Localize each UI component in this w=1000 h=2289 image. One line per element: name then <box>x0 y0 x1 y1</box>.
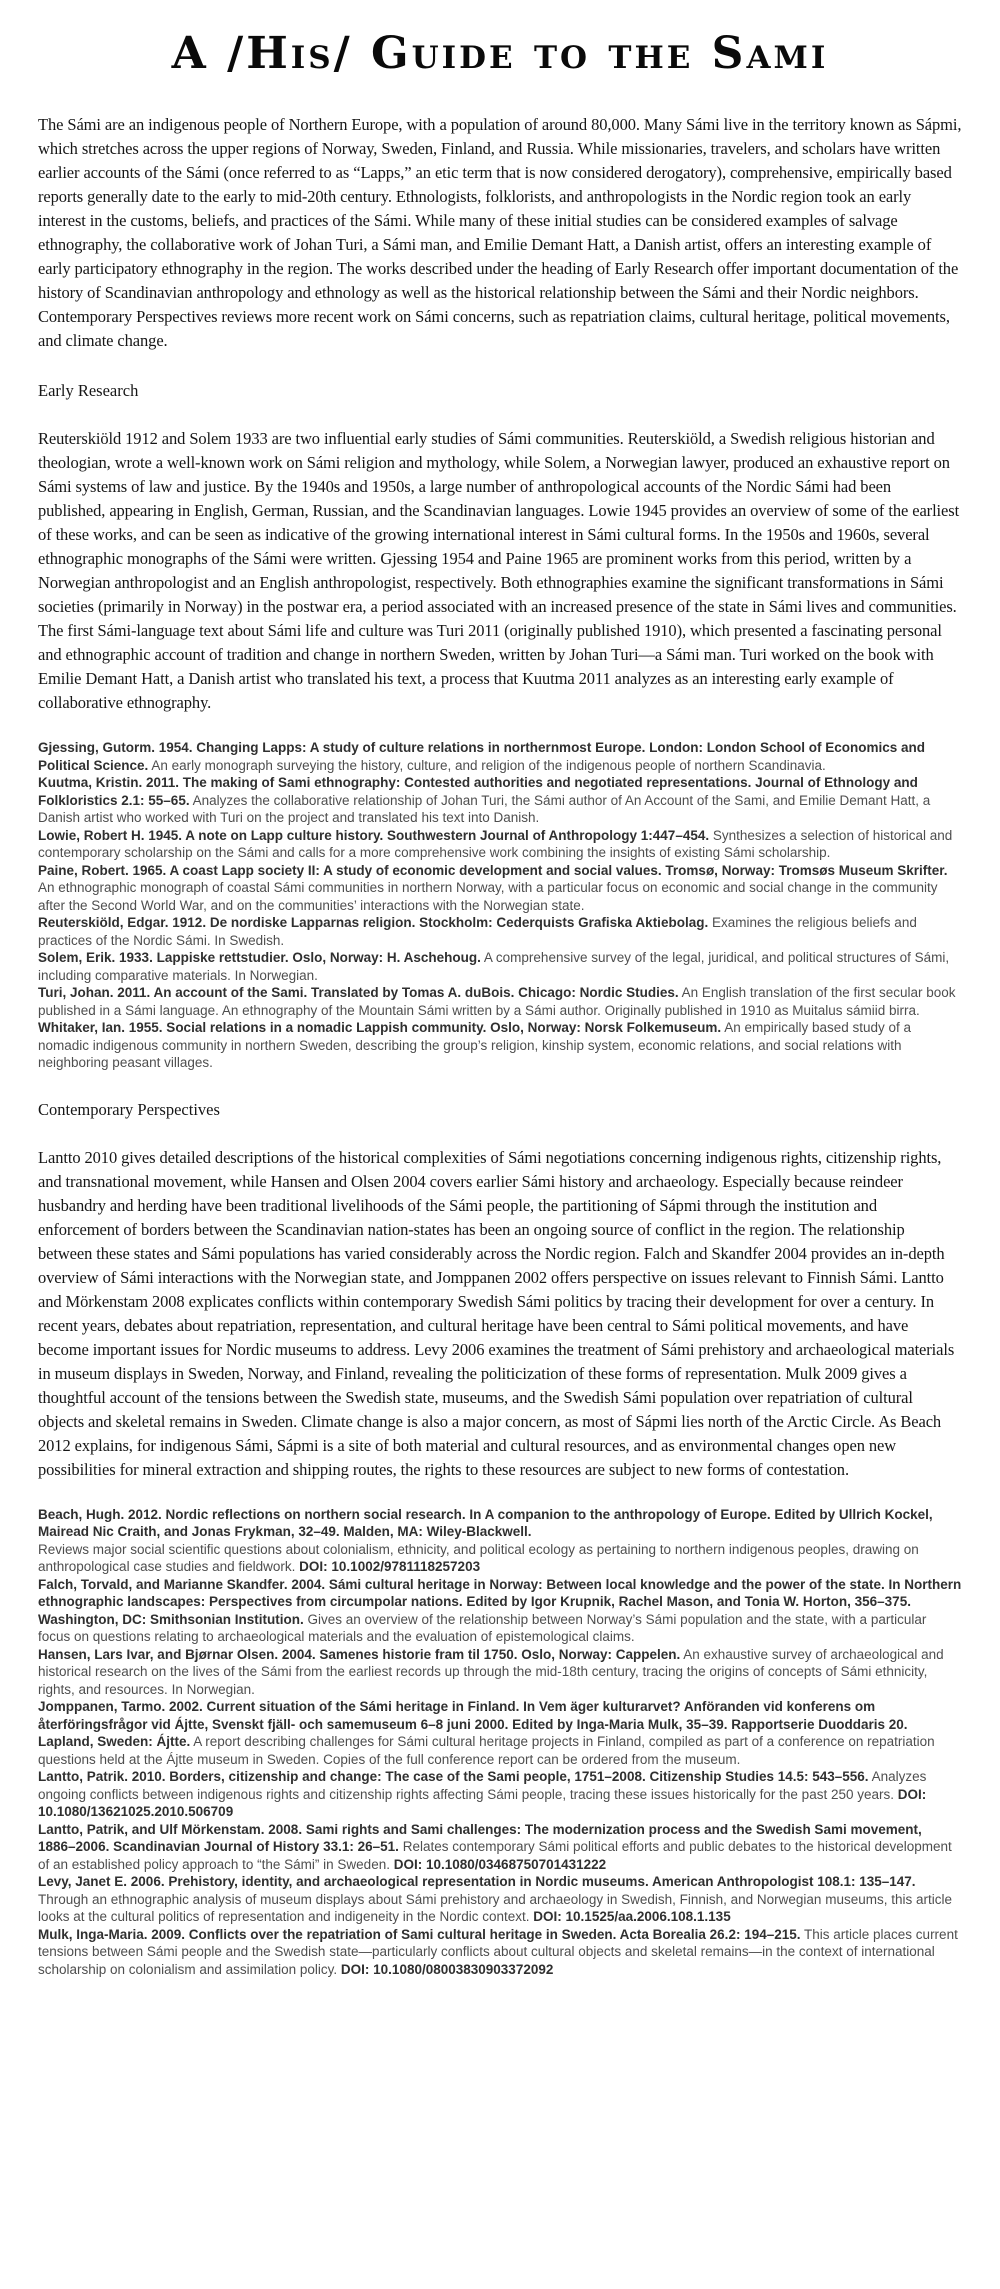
bibliography-entry <box>38 1873 962 1926</box>
contemporary-perspectives-paragraph: Lantto 2010 gives detailed descriptions of the historical complexities of Sámi negotiations concerning indigenous rights, citizenship rights, and transnational movement, while Hansen and Olsen 2004 covers earlier Sámi history and archaeology. Especially because reindeer husbandry and herding have been traditional livelihoods of the Sámi people, the partitioning of Sápmi through the institution and enforcement of borders between the Scandinavian nation-states has been an ongoing source of conflict in the region. The relationship between these states and Sámi populations has varied considerably across the Nordic region. Falch and Skandfer 2004 provides an in-depth overview of Sámi interactions with the Norwegian state, and Jomppanen 2002 offers perspective on issues relevant to Finnish Sámi. Lantto and Mörkenstam 2008 explicates conflicts within contemporary Swedish Sámi politics by tracing their development for over a century. In recent years, debates about repatriation, representation, and cultural heritage have been central to Sámi political movements, and have become important issues for Nordic museums to address. Levy 2006 examines the treatment of Sámi prehistory and archaeological materials in museum displays in Sweden, Norway, and Finland, revealing the politicization of these forms of representation. Mulk 2009 gives a thoughtful account of the tensions between the Swedish state, museums, and the Swedish Sámi population over repatriation of cultural objects and skeletal remains in Sweden. Climate change is also a major concern, as most of Sápmi lies north of the Arctic Circle. As Beach 2012 explains, for indigenous Sámi, Sápmi is a site of both material and cultural resources, and as environmental changes open new possibilities for mineral extraction and shipping routes, the rights to these resources are subject to new forms of contestation. <box>38 1147 955 1479</box>
page-title: A /His/ Guide to the Sami <box>171 28 829 79</box>
early-research-paragraph: Reuterskiöld 1912 and Solem 1933 are two influential early studies of Sámi communities. Reuterskiöld, a Swedish religious historian and theologian, wrote a well-known work on Sámi religion and mythology, while Solem, a Norwegian lawyer, produced an exhaustive report on Sámi systems of law and justice. By the 1940s and 1950s, a large number of anthropological accounts of the Nordic Sámi had been published, appearing in English, German, Russian, and the Scandinavian languages. Lowie 1945 provides an overview of some of the earliest of these works, and can be seen as indicative of the growing international interest in Sámi cultural forms. In the 1950s and 1960s, several ethnographic monographs of the Sámi were written. Gjessing 1954 and Paine 1965 are prominent works from this period, written by a Norwegian anthropologist and an English anthropologist, respectively. Both ethnographies examine the significant transformations in Sámi societies (primarily in Norway) in the postwar era, a period associated with an increased presence of the state in Sámi lives and communities. The first Sámi-language text about Sámi life and culture was Turi 2011 (originally published 1910), which presented a fascinating personal and ethnographic account of tradition and change in northern Sweden, written by Johan Turi—a Sámi man. Turi worked on the book with Emilie Demant Hatt, a Danish artist who translated his text, a process that Kuutma 2011 analyzes as an interesting early example of collaborative ethnography. <box>38 429 960 712</box>
annotation-text: A report describing challenges for Sámi cultural heritage projects in Finland, compiled as part of a conference on repatriation questions held at the Ájtte museum in Sweden. Copies of the full conference report can be ordered from the museum. <box>38 1734 935 1767</box>
bibliography-entry <box>38 1926 962 1979</box>
doi-text: DOI: 10.1080/03468750701431222 <box>393 1856 607 1872</box>
bibliography-entry <box>38 739 962 774</box>
doi-text: DOI: 10.1080/08003830903372092 <box>340 1961 554 1977</box>
annotation-text: A comprehensive survey of the legal, juridical, and political structures of Sámi, including comparative materials. In Norwegian. <box>38 950 950 983</box>
citation-text: Paine, Robert. 1965. A coast Lapp society II: A study of economic development and social values. Tromsø, Norway: Tromsøs Museum Skrifter. <box>38 862 948 878</box>
bibliography-entry <box>38 1646 962 1699</box>
annotation-text: An empirically based study of a nomadic indigenous community in northern Sweden, describing the group’s religion, kinship system, economic relations, and social relations with neighboring peasant villages. <box>38 1020 912 1070</box>
bibliography-entry <box>38 984 962 1019</box>
bibliography-entry <box>38 862 962 915</box>
annotation-text: Relates contemporary Sámi political efforts and public debates to the historical development of an established policy approach to “the Sámi” in Sweden. <box>38 1839 952 1872</box>
citation-text: Solem, Erik. 1933. Lappiske rettstudier. Oslo, Norway: H. Aschehoug. <box>38 950 481 965</box>
annotation-text: An English translation of the first secular book published in a Sámi language. An ethnography of the Mountain Sámi written by a Sámi author. Originally published in 1910 as Muitalus sámiid birra. <box>38 985 956 1018</box>
annotation-text: An ethnographic monograph of coastal Sámi communities in northern Norway, with a particular focus on economic and social change in the community after the Second World War, and on the communities’ interactions with the Norwegian state. <box>38 880 938 913</box>
citation-text: Turi, Johan. 2011. An account of the Sami. Translated by Tomas A. duBois. Chicago: Nordic Studies. <box>38 985 679 1000</box>
bibliography-list-early-research <box>38 739 962 1072</box>
bibliography-entry <box>38 1506 962 1576</box>
bibliography-entry <box>38 827 962 862</box>
citation-text: Hansen, Lars Ivar, and Bjørnar Olsen. 2004. Samenes historie fram til 1750. Oslo, Norway: Cappelen. <box>38 1646 681 1662</box>
annotation-text: Gives an overview of the relationship between Norway’s Sámi population and the state, with a particular focus on questions relating to archaeological materials and the evaluation of epistemological claims. <box>38 1611 927 1644</box>
annotation-text: Reviews major social scientific questions about colonialism, ethnicity, and political ecology as pertaining to northern indigenous peoples, drawing on anthropological case studies and fieldwork. <box>38 1541 919 1574</box>
bibliography-list-contemporary-perspectives <box>38 1506 962 1979</box>
citation-text: Lantto, Patrik, and Ulf Mörkenstam. 2008. Sami rights and Sami challenges: The modernization process and the Swedish Sami movement, 1886–2006. Scandinavian Journal of History 33.1: 26–51. <box>38 1821 922 1854</box>
bibliography-entry <box>38 1576 962 1646</box>
annotation-text: Through an ethnographic analysis of museum displays about Sámi prehistory and archaeology in Swedish, Finnish, and Norwegian museums, this article looks at the cultural politics of representation and indigeneity in the Nordic context. <box>38 1891 952 1924</box>
bibliography-entry <box>38 1768 962 1821</box>
section-heading-early-research: Early Research <box>38 381 139 400</box>
citation-text: Kuutma, Kristin. 2011. The making of Sami ethnography: Contested authorities and negotiated representations. Journal of Ethnology and Folkloristics 2.1: 55–65. <box>38 775 918 808</box>
bibliography-entry <box>38 774 962 827</box>
citation-text: Falch, Torvald, and Marianne Skandfer. 2004. Sámi cultural heritage in Norway: Between local knowledge and the power of the state. In Northern ethnographic landscapes: Perspectives from circumpolar nations. Edited by Igor Krupnik, Rachel Mason, and Tonia W. Horton, 356–375. Washington, DC: Smithsonian Institution. <box>38 1576 962 1627</box>
citation-text: Beach, Hugh. 2012. Nordic reflections on northern social research. In A companion to the anthropology of Europe. Edited by Ullrich Kockel, Mairead Nic Craith, and Jonas Frykman, 32–49. Malden, MA: Wiley-Blackwell. <box>38 1506 933 1539</box>
citation-text: Lantto, Patrik. 2010. Borders, citizenship and change: The case of the Sami people, 1751–2008. Citizenship Studies 14.5: 543–556. <box>38 1769 869 1784</box>
bibliography-entry <box>38 1698 962 1768</box>
annotation-text: An early monograph surveying the history, culture, and religion of the indigenous people of northern Scandinavia. <box>151 757 826 773</box>
doi-text: DOI: 10.1002/9781118257203 <box>299 1559 481 1574</box>
annotation-text: Analyzes the collaborative relationship of Johan Turi, the Sámi author of An Account of the Sami, and Emilie Demant Hatt, a Danish artist who worked with Turi on the project and translated his text into Danish. <box>38 792 931 825</box>
annotation-text: Synthesizes a selection of historical and contemporary scholarship on the Sámi and calls for a more comprehensive work combining the insights of existing Sámi scholarship. <box>38 827 953 860</box>
doi-text: DOI: 10.1080/13621025.2010.506709 <box>38 1786 927 1819</box>
citation-text: Gjessing, Gutorm. 1954. Changing Lapps: A study of culture relations in northernmost Europe. London: London School of Economics and Political Science. <box>38 740 926 773</box>
bibliography-entry <box>38 1821 962 1874</box>
annotation-text: Analyzes ongoing conflicts between indigenous rights and citizenship rights affecting Sámi people, tracing these issues historically for the past 250 years. <box>38 1769 927 1802</box>
bibliography-entry <box>38 914 962 949</box>
doi-text: DOI: 10.1525/aa.2006.108.1.135 <box>533 1909 731 1924</box>
section-heading-contemporary-perspectives: Contemporary Perspectives <box>38 1099 220 1119</box>
intro-paragraph: The Sámi are an indigenous people of Northern Europe, with a population of around 80,000. Many Sámi live in the territory known as Sápmi, which stretches across the upper regions of Norway, Sweden, Finland, and Russia. While missionaries, travelers, and scholars have written earlier accounts of the Sámi (once referred to as “Lapps,” an etic term that is now considered derogatory), comprehensive, empirically based reports generally date to the early to mid-20th century. Ethnologists, folklorists, and anthropologists in the Nordic region took an early interest in the customs, beliefs, and practices of the Sámi. While many of these initial studies can be considered examples of salvage ethnography, the collaborative work of Johan Turi, a Sámi man, and Emilie Demant Hatt, a Danish artist, offers an interesting example of early participatory ethnography in the region. The works described under the heading of Early Research offer important documentation of the history of Scandinavian anthropology and ethnology as well as the historical relationship between the Sámi and their Nordic neighbors. Contemporary Perspectives reviews more recent work on Sámi concerns, such as repatriation claims, cultural heritage, political movements, and climate change. <box>38 115 962 350</box>
citation-text: Levy, Janet E. 2006. Prehistory, identity, and archaeological representation in Nordic museums. American Anthropologist 108.1: 135–147. <box>38 1874 916 1889</box>
annotation-text: This article places current tensions between Sámi people and the Swedish state—particularly conflicts about cultural objects and skeletal remains—in the context of international scholarship on colonialism and assimilation policy. <box>38 1926 958 1977</box>
citation-text: Jomppanen, Tarmo. 2002. Current situation of the Sámi heritage in Finland. In Vem äger kulturarvet? Anföranden vid konferens om återföringsfrågor vid Ájtte, Svenskt fjäll- och samemuseum 6–8 juni 2000. Edited by Inga-Maria Mulk, 35–39. Rapportserie Duoddaris 20. Lapland, Sweden: Ájtte. <box>38 1699 908 1749</box>
annotation-text: An exhaustive survey of archaeological and historical research on the lives of the Sámi from the earliest records up through the mid-18th century, tracing the origins of concepts of Sámi ethnicity, rights, and resources. In Norwegian. <box>38 1646 944 1697</box>
annotation-text: Examines the religious beliefs and practices of the Nordic Sámi. In Swedish. <box>38 915 917 948</box>
bibliography-entry <box>38 949 962 984</box>
citation-text: Whitaker, Ian. 1955. Social relations in a nomadic Lappish community. Oslo, Norway: Norsk Folkemuseum. <box>38 1020 722 1035</box>
bibliography-entry <box>38 1019 962 1072</box>
citation-text: Lowie, Robert H. 1945. A note on Lapp culture history. Southwestern Journal of Anthropology 1:447–454. <box>38 827 710 843</box>
citation-text: Reuterskiöld, Edgar. 1912. De nordiske Lapparnas religion. Stockholm: Cederquists Grafiska Aktiebolag. <box>38 915 709 930</box>
citation-text: Mulk, Inga-Maria. 2009. Conflicts over the repatriation of Sami cultural heritage in Sweden. Acta Borealia 26.2: 194–215. <box>38 1926 801 1942</box>
